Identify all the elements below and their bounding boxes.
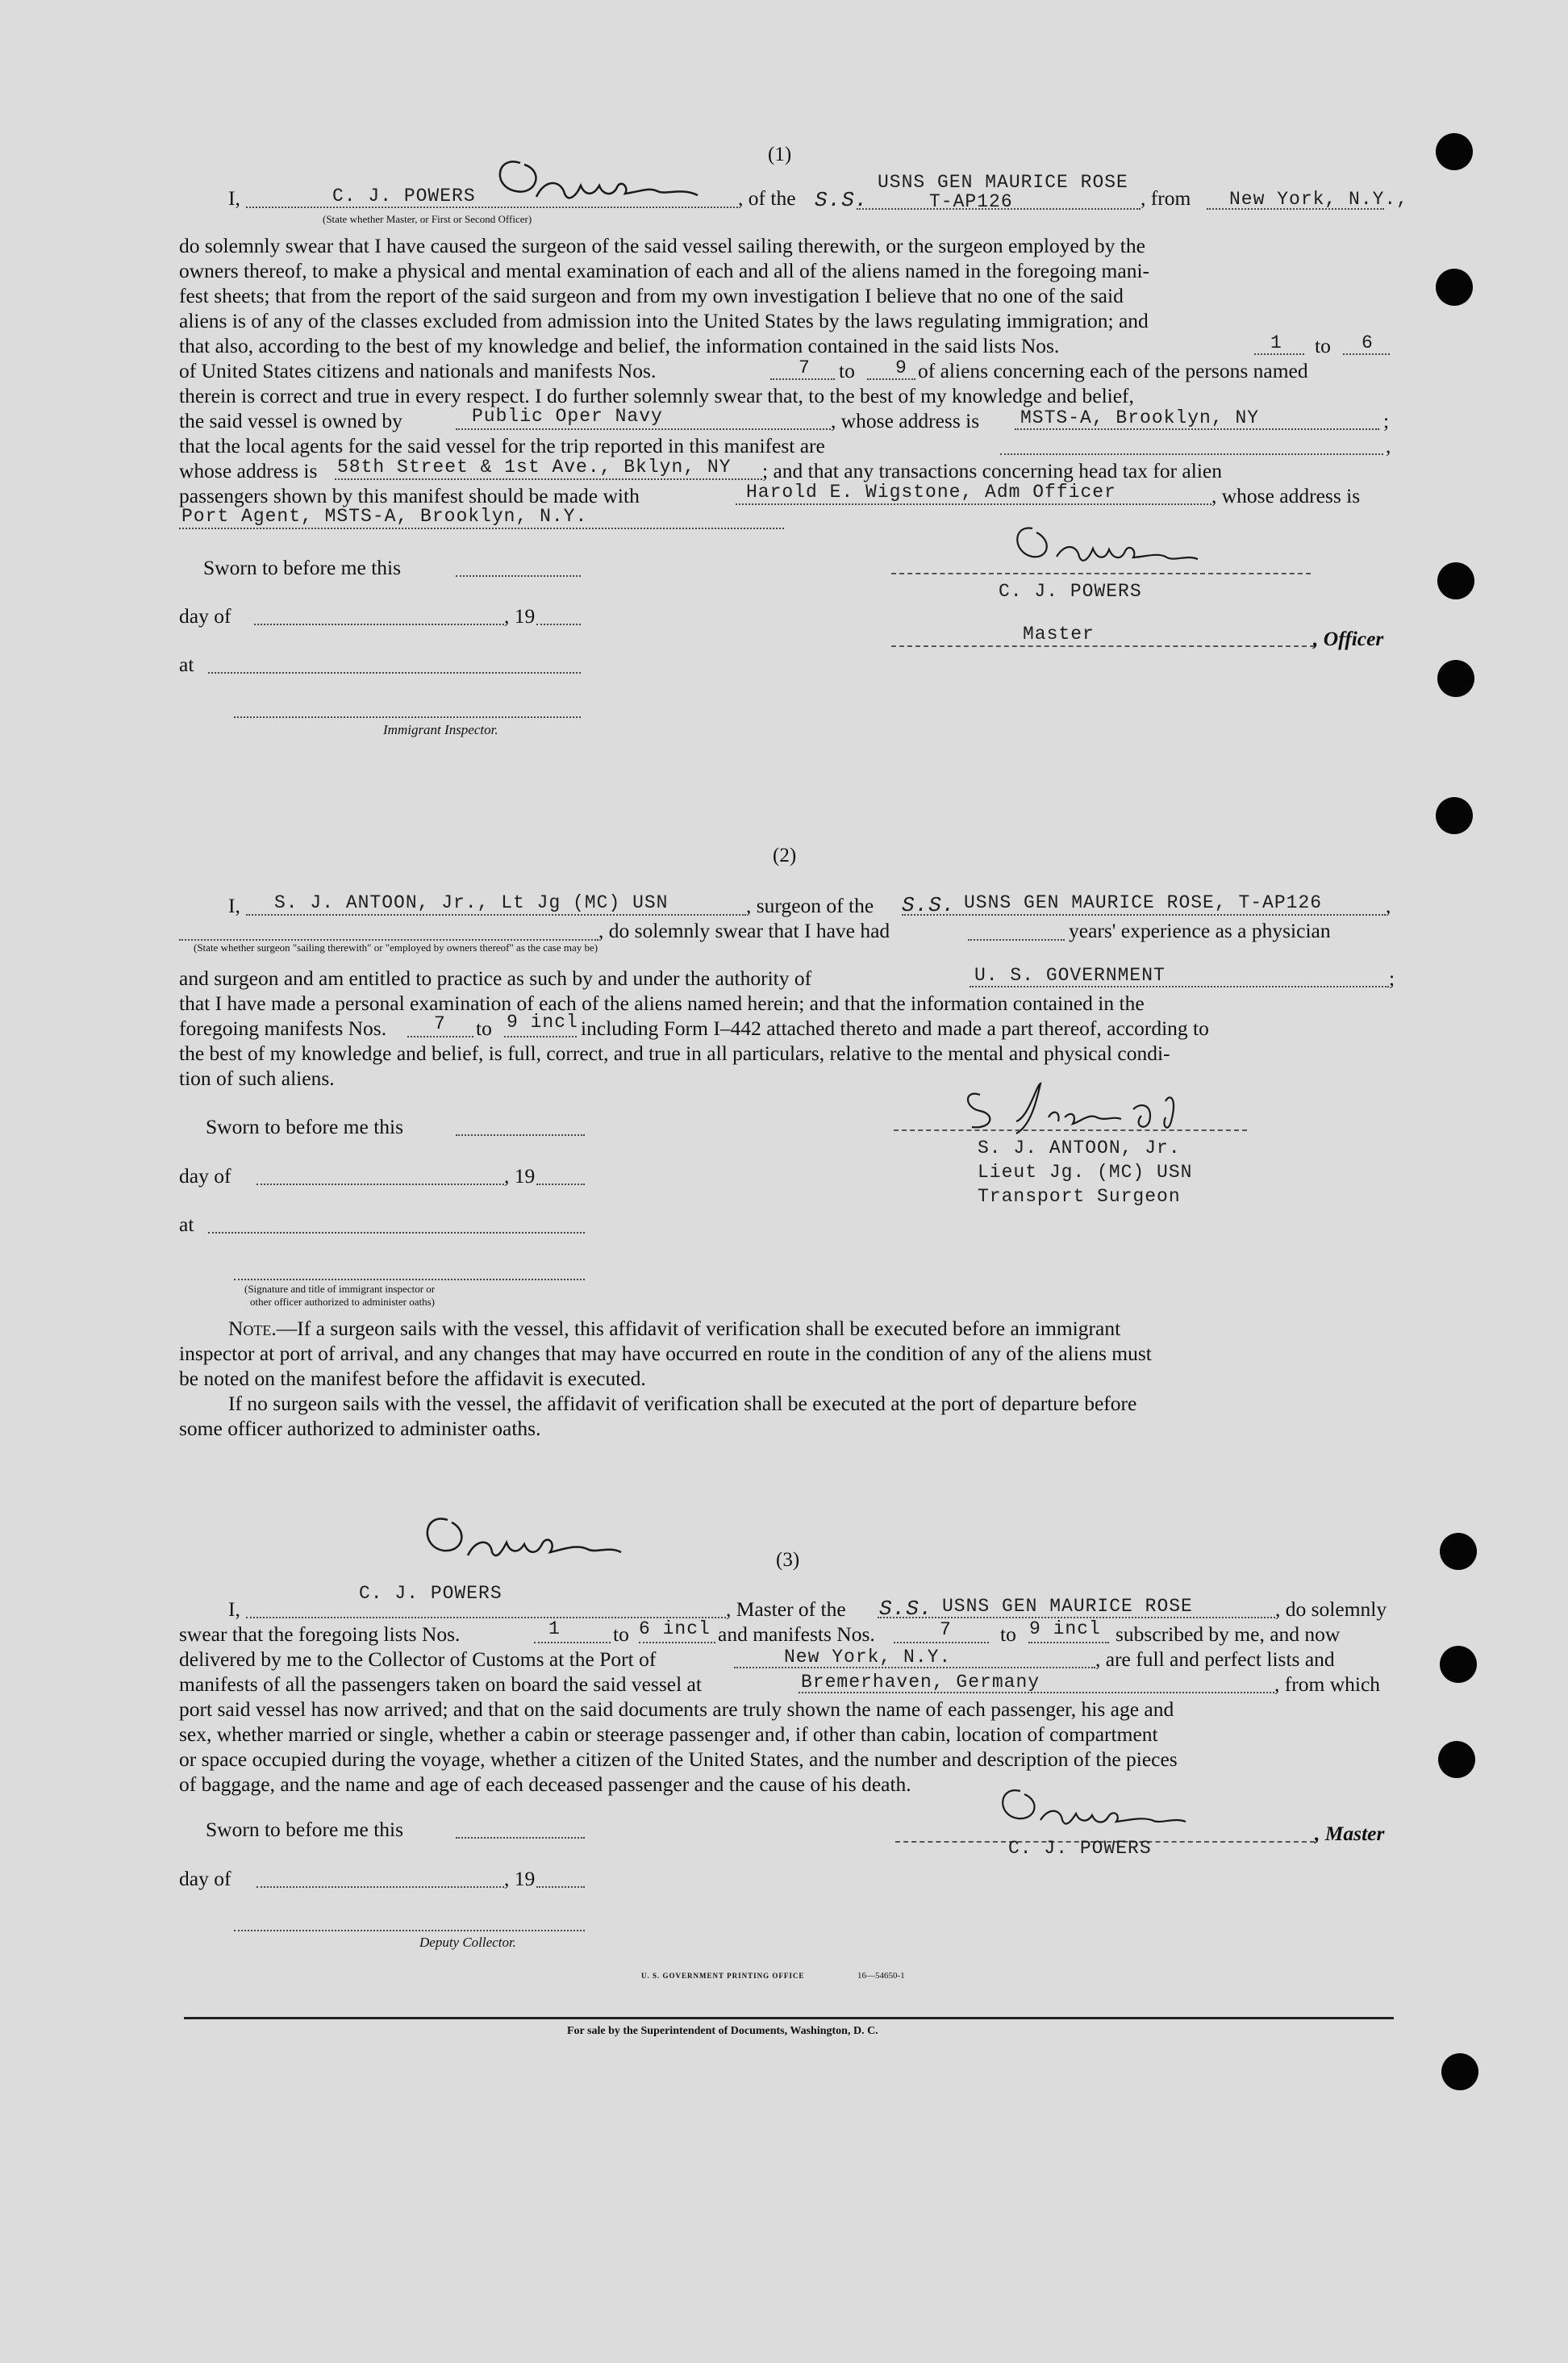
punch-hole — [1441, 2053, 1478, 2090]
delivered-label: delivered by me to the Collector of Customs at the Port of — [179, 1647, 657, 1671]
punch-hole — [1437, 562, 1474, 599]
vessel-name-line1: USNS GEN MAURICE ROSE — [878, 172, 1128, 193]
officer-label: , Officer — [1313, 627, 1384, 650]
section-2-i-label: I, — [228, 894, 240, 917]
master-of-label: , Master of the — [726, 1597, 846, 1621]
year-prefix-1: , 19 — [504, 604, 536, 628]
manifests-to-field-3: 9 incl — [1029, 1618, 1101, 1639]
authority-field: U. S. GOVERNMENT — [974, 965, 1166, 986]
section-1-of-the: , of the — [738, 186, 796, 210]
deputy-collector-caption: Deputy Collector. — [419, 1935, 516, 1950]
head-tax-contact-field: Harold E. Wigstone, Adm Officer — [746, 482, 1116, 503]
section-1-i-label: I, — [228, 186, 240, 210]
owner-address-field: MSTS-A, Brooklyn, NY — [1020, 407, 1260, 428]
to-word: to — [476, 1017, 492, 1040]
surgeon-manifests-to: 9 incl — [507, 1012, 578, 1033]
master-vessel-field: USNS GEN MAURICE ROSE — [942, 1596, 1193, 1617]
swear-text: , do solemnly swear that I have had — [598, 919, 890, 942]
contact-address-field: Port Agent, MSTS-A, Brooklyn, N.Y. — [181, 506, 588, 527]
surgeon-title: Transport Surgeon — [978, 1186, 1181, 1207]
at-label-2: at — [179, 1213, 194, 1236]
surgeon-manifests-from: 7 — [434, 1013, 446, 1034]
swear-label-3: swear that the foregoing lists Nos. — [179, 1622, 461, 1646]
section-1-number: (1) — [768, 144, 792, 165]
to-word: to — [1315, 334, 1331, 357]
section-1-line-5: that also, according to the best of my knowledge and belief, the information contained in the said lists Nos. — [179, 334, 1060, 357]
ss-prefix-2: S.S. — [902, 893, 956, 917]
from-label: , from — [1141, 186, 1191, 210]
section-1-line-2: owners thereof, to make a physical and mental examination of each and all of the aliens named in the foregoing mani- — [179, 259, 1150, 282]
section-3-line-5: sex, whether married or single, whether a cabin or steerage passenger and, if other than cabin, location of compartment — [179, 1722, 1158, 1746]
departure-port-field: Bremerhaven, Germany — [801, 1672, 1040, 1693]
punch-hole — [1437, 660, 1474, 697]
section-3-line-4: port said vessel has now arrived; and that on the said documents are truly shown the name of each passenger, his age and — [179, 1697, 1174, 1721]
surgeon-signature — [960, 1077, 1226, 1142]
master-signature-1 — [488, 147, 746, 219]
exam-text: that I have made a personal examination of each of the aliens named herein; and that the information contained in the — [179, 992, 1145, 1015]
section-1-line-3: fest sheets; that from the report of the said surgeon and from my own investigation I believe that no one of the said — [179, 284, 1124, 307]
solemnly-label: , do solemnly — [1275, 1597, 1387, 1621]
agents-address-field: 58th Street & 1st Ave., Bklyn, NY — [337, 457, 732, 478]
master-signature-3 — [403, 1502, 661, 1575]
section-3-line-7: of baggage, and the name and age of each deceased passenger and the cause of his death. — [179, 1772, 911, 1796]
sale-note: For sale by the Superintendent of Documents, Washington, D. C. — [567, 2025, 878, 2037]
sworn-label-1: Sworn to before me this — [203, 556, 402, 579]
section-1-line-4: aliens is of any of the classes excluded from admission into the United States by the laws regulating immigration; and — [179, 309, 1149, 332]
manifests-to-field: 9 — [895, 357, 907, 378]
note-line-3: be noted on the manifest before the affidavit is executed. — [179, 1367, 646, 1390]
belief-text: the best of my knowledge and belief, is full, correct, and true in all particulars, relative to the mental and physical condi- — [179, 1042, 1170, 1065]
punch-hole — [1440, 1646, 1477, 1683]
printing-office: U. S. GOVERNMENT PRINTING OFFICE — [641, 1972, 805, 1980]
day-of-label-1: day of — [179, 604, 231, 628]
punch-hole — [1436, 133, 1473, 170]
contact-address-label: , whose address is — [1211, 484, 1361, 507]
punch-hole — [1440, 1533, 1477, 1570]
surgeon-vessel-field: USNS GEN MAURICE ROSE, T-AP126 — [964, 892, 1323, 913]
years-text: years' experience as a physician — [1069, 919, 1331, 942]
year-prefix-2: , 19 — [504, 1164, 536, 1188]
full-lists-text: , are full and perfect lists and — [1095, 1647, 1335, 1671]
from-port-field: New York, N.Y., — [1229, 189, 1409, 210]
form-text: including Form I–442 attached thereto and made a part thereof, according to — [581, 1017, 1209, 1040]
owner-address-label: , whose address is — [831, 409, 980, 432]
master-name-field: C. J. POWERS — [332, 186, 476, 207]
authority-text: and surgeon and am entitled to practice as such by and under the authority of — [179, 966, 812, 990]
section-1-line-7: therein is correct and true in every respect. I do further solemnly swear that, to the best of my knowledge and belief, — [179, 384, 1134, 407]
manifests-from-field-3: 7 — [940, 1619, 952, 1640]
surgeon-name-field: S. J. ANTOON, Jr., Lt Jg (MC) USN — [274, 892, 669, 913]
day-of-label-2: day of — [179, 1164, 231, 1188]
ss-prefix-1: S.S. — [815, 188, 869, 212]
section-1-line-6: of United States citizens and nationals and manifests Nos. — [179, 359, 657, 382]
from-which-text: , from which — [1274, 1672, 1381, 1696]
master-typed-name-3: C. J. POWERS — [1008, 1838, 1152, 1859]
note-line-1: —If a surgeon sails with the vessel, this affidavit of verification shall be executed before an immigrant — [276, 1317, 1121, 1340]
and-manifests-label: and manifests Nos. — [718, 1622, 875, 1646]
form-number: 16—54650-1 — [857, 1971, 905, 1981]
section-3-line-6: or space occupied during the voyage, whether a citizen of the United States, and the number and description of the pieces — [179, 1747, 1178, 1771]
surgeon-caption: (State whether surgeon "sailing therewith" or "employed by owners thereof" as the case may be) — [194, 941, 598, 954]
note-line-4: If no surgeon sails with the vessel, the affidavit of verification shall be executed at the port of departure before — [228, 1392, 1137, 1415]
master-signature-2 — [1008, 512, 1218, 581]
to-word: to — [613, 1622, 629, 1646]
manifests-label-3: manifests of all the passengers taken on board the said vessel at — [179, 1672, 702, 1696]
manifests-from-field: 7 — [799, 357, 811, 378]
master-label: , Master — [1315, 1822, 1385, 1845]
condition-text: tion of such aliens. — [179, 1067, 335, 1090]
at-label-1: at — [179, 653, 194, 676]
document-page: (1) I, C. J. POWERS (State whether Master, or First or Second Officer) , of the S.S. USNS GEN MAURICE ROSE T-AP126 , from New York, N.Y., do solemnly swear that I have caused the surgeon of the said vessel sailing therewith, or the surgeon employed by the owners thereof, to make a physical and mental examination of each and all of the aliens named in the foregoing mani- fest sheets; that from the report of the said surgeon and from my own investigation I believe that no one of the said aliens is of any of the classes excluded from admission into the United States by the laws regulating immigration; and that also, according to the best of my knowledge and belief, the information contained in the said lists Nos. 1 to 6 of United States citizens and nationals and manifests Nos. 7 to 9 of aliens concerning each of the persons named therein is correct and true in every respect. I do further solemnly swear that, to the best of my knowledge and belief, the said vessel is owned by Public Oper Navy , whose address is MSTS-A, Brooklyn, NY ; that the local agents for the said vessel for the trip reported in this manifest are , whose address is 58th Street & 1st Ave., Bklyn, NY ; and that any transactions concerning head tax for alien passengers shown by this manifest should be made with Harold E. Wigstone, Adm Officer , whose address is Port Agent, MSTS-A, Brooklyn, N.Y. Sworn to before me this day of , 19 at Immigrant Inspector. C. J. POWERS Master , Officer (2) I, S. J. ANTOON, Jr., Lt Jg (MC) USN , surgeon of the S.S. USNS GEN MAURICE ROSE, T-AP126 , , do solemnly swear that I have had years' experience as a physician (State whether surgeon "sailing therewith" or "employed by owners thereof" as the case may be) and surgeon and am entitled to practice as such by and under the authority of U. S. GOVERNMENT ; that I have made a personal examination of each of the aliens named herein; and that the information contained in the foregoing manifests Nos. 7 to 9 incl including Form I–442 attached thereto and made a part thereof, according to the best of my knowledge and belief, is full, correct, and true in all particulars, relative to the mental and physical condi- tion of such aliens. Sworn to before me this day of , 19 at (Signature and title of immigrant inspector or other officer authorized to administer oaths) S. J. ANTOON, Jr. Lieut Jg. (MC) USN Transport Surgeon Note.—If a surgeon sails with the vessel, this affidavit of verification shall be executed before an immigrant inspector at port of arrival, and any changes that may have occurred en route in the condition of any of the aliens must be noted on the manifest before the affidavit is executed. If no surgeon sails with the vessel, the affidavit of verification shall be executed at the port of departure before some officer authorized to administer oaths. (3) I, C. J. POWERS , Master of the S.S. USNS GEN MAURICE ROSE , do solemnly swear that the foregoing lists Nos. 1 to 6 incl and manifests Nos. 7 to 9 incl subscribed by me, and now delivered by me to the Collector of Customs at the Port of New York, N.Y. , are full and perfect lists and manifests of all the passengers taken on board the said vessel at Bremerhaven, Germany , from which port said vessel has now arrived; and that on the said documents are truly shown the name of each passenger, his age and sex, whether married or single, whether a cabin or steerage passenger and, if other than cabin, location of compartment or space occupied during the voyage, whether a citizen of the United States, and the number and description of the pieces of baggage, and the name and age of each deceased passenger and the cause of his death. Sworn to before me this day of , 19 Deputy Collector. C. J. POWERS , Master U. S. GOVERNMENT PRINTING OFFICE 16—54650-1 For sale by the Superintendent of Documents, Washington, D. C. — [0, 0, 1568, 2363]
master-typed-name-1: C. J. POWERS — [999, 581, 1142, 602]
inspector-caption-line2: other officer authorized to administer oaths) — [250, 1296, 435, 1308]
inspector-caption-line1: (Signature and title of immigrant inspector or — [244, 1283, 436, 1295]
day-of-label-3: day of — [179, 1867, 231, 1890]
punch-hole — [1436, 269, 1473, 306]
foregoing-label: foregoing manifests Nos. — [179, 1017, 387, 1040]
to-word: to — [839, 359, 855, 382]
master-title-field: Master — [1023, 624, 1095, 645]
surgeon-rank: Lieut Jg. (MC) USN — [978, 1162, 1193, 1183]
master-name-field-3: C. J. POWERS — [359, 1583, 503, 1604]
lists-to-field: 6 — [1362, 332, 1374, 353]
lists-to-field-3: 6 incl — [639, 1618, 711, 1639]
agents-label: that the local agents for the said vessel for the trip reported in this manifest are — [179, 434, 825, 457]
note-line-2: inspector at port of arrival, and any changes that may have occurred en route in the condition of any of the aliens must — [179, 1342, 1152, 1365]
punch-hole — [1436, 797, 1473, 834]
owned-label: the said vessel is owned by — [179, 409, 402, 432]
vessel-name-line2: T-AP126 — [929, 191, 1013, 212]
ss-prefix-3: S.S. — [879, 1597, 933, 1621]
master-signature-4 — [984, 1781, 1242, 1842]
arrival-port-field: New York, N.Y. — [784, 1647, 952, 1668]
sworn-label-2: Sworn to before me this — [206, 1115, 404, 1138]
lists-from-field: 1 — [1270, 332, 1282, 353]
head-tax-text: ; and that any transactions concerning head tax for alien — [762, 459, 1222, 482]
section-2-number: (2) — [773, 845, 797, 866]
owner-field: Public Oper Navy — [472, 406, 663, 427]
to-word: to — [1000, 1622, 1016, 1646]
section-1-line-6b: of aliens concerning each of the persons named — [918, 359, 1308, 382]
note-line-5: some officer authorized to administer oaths. — [179, 1417, 541, 1440]
sworn-label-3: Sworn to before me this — [206, 1818, 404, 1841]
section-3-i-label: I, — [228, 1597, 240, 1621]
section-1-line-1: do solemnly swear that I have caused the surgeon of the said vessel sailing therewith, or the surgeon employed by the — [179, 234, 1145, 257]
note-lead: Note.—If a surgeon sails with the vessel, this affidavit of verification shall be executed before an immigrant — [228, 1317, 1121, 1340]
head-tax-label: passengers shown by this manifest should be made with — [179, 484, 640, 507]
agents-address-label: whose address is — [179, 459, 318, 482]
lists-from-field-3: 1 — [548, 1618, 561, 1639]
subscribed-text: subscribed by me, and now — [1116, 1622, 1341, 1646]
immigrant-inspector-caption: Immigrant Inspector. — [383, 722, 498, 737]
year-prefix-3: , 19 — [504, 1867, 536, 1890]
surgeon-typed-name: S. J. ANTOON, Jr. — [978, 1138, 1181, 1159]
punch-hole — [1438, 1741, 1475, 1778]
master-name-caption: (State whether Master, or First or Second Officer) — [323, 213, 532, 225]
surgeon-of-label: , surgeon of the — [746, 894, 874, 917]
section-3-number: (3) — [776, 1549, 800, 1571]
